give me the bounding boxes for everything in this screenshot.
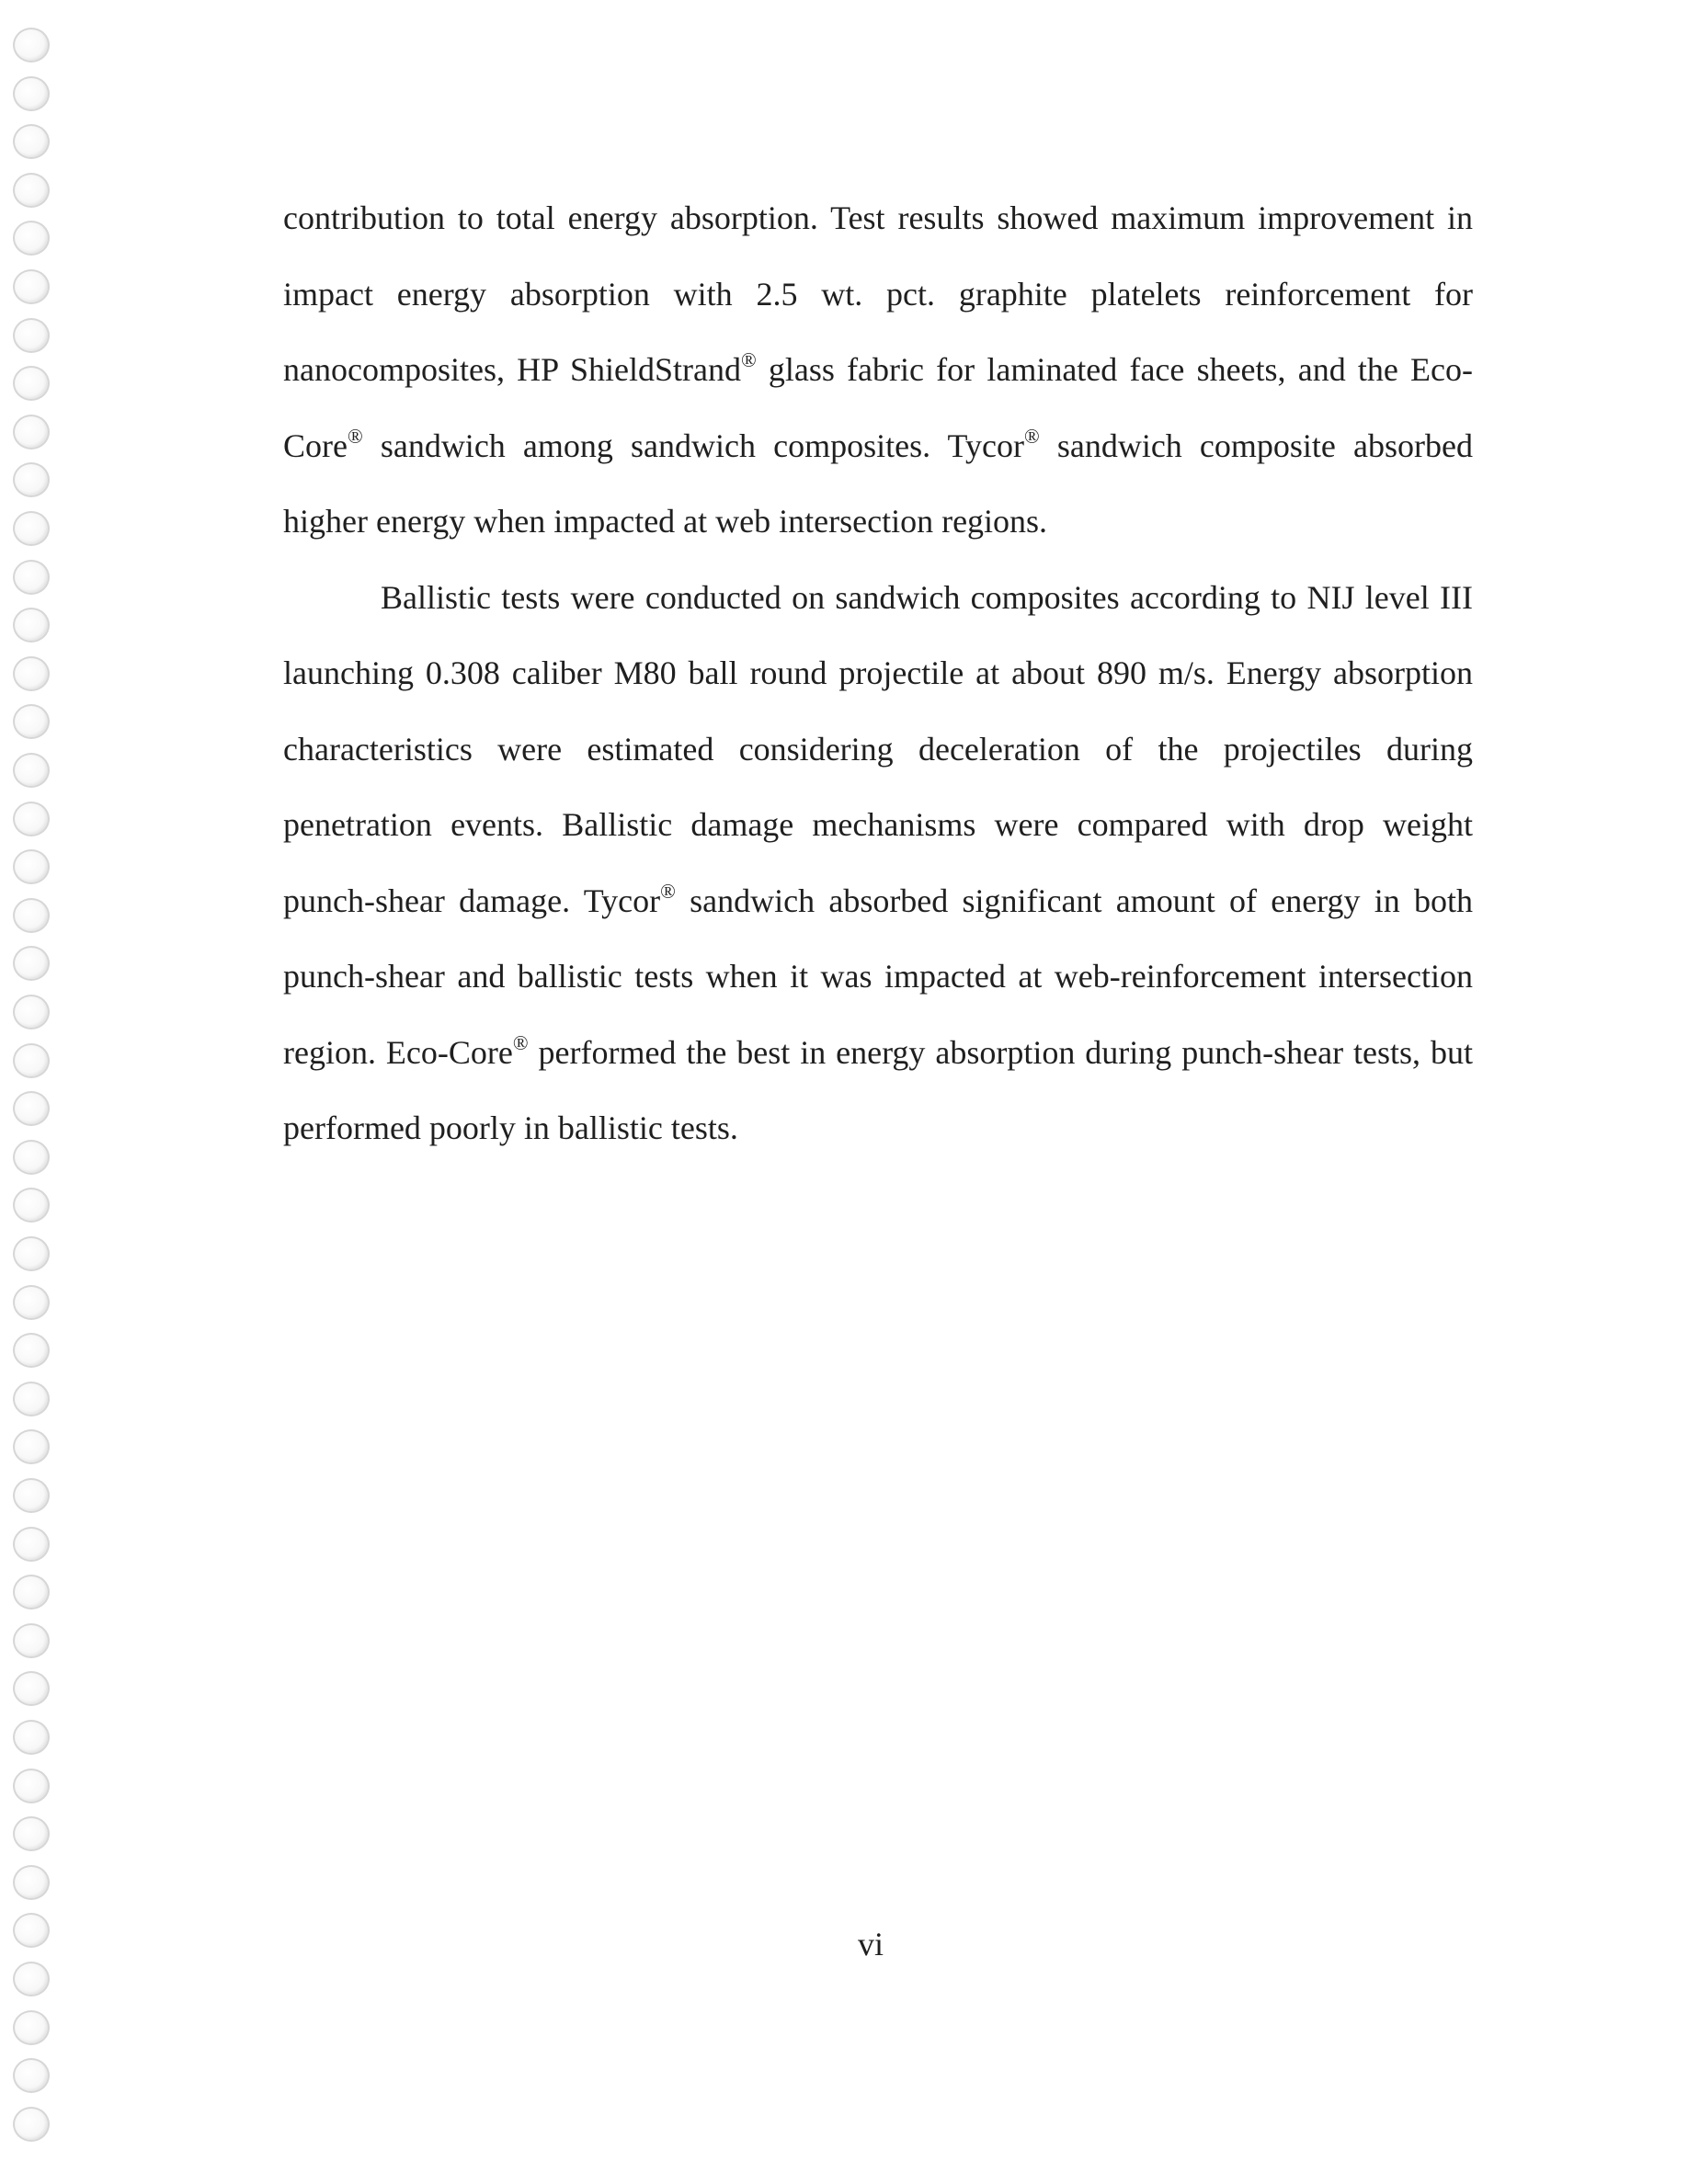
binder-hole: [13, 995, 50, 1029]
binder-hole: [13, 1865, 50, 1900]
binder-hole: [13, 1769, 50, 1803]
text-segment: contribution to total energy absorption. Test results showed maximum improvement in impact energy absorption with 2.5 wt. pct. graphite platelets reinforcement for nanocomposites, HP ShieldStrand: [283, 199, 1473, 388]
text-segment: sandwich among sandwich composites. Tycor: [362, 427, 1024, 464]
binder-hole: [13, 1382, 50, 1416]
text-segment: sandwich composite absorbed higher energy when impacted at web intersection regions.: [283, 427, 1473, 540]
binder-hole: [13, 802, 50, 836]
binder-hole: [13, 2058, 50, 2093]
binder-hole: [13, 1188, 50, 1223]
binder-hole: [13, 366, 50, 401]
binder-hole: [13, 1043, 50, 1078]
binder-hole: [13, 1478, 50, 1513]
binder-hole: [13, 462, 50, 497]
registered-mark: ®: [741, 348, 757, 371]
binder-hole: [13, 1527, 50, 1562]
binder-hole: [13, 849, 50, 884]
paragraph-1: [283, 180, 1473, 560]
binder-hole: [13, 269, 50, 304]
text-segment: sandwich absorbed significant amount of energy in both punch-shear and ballistic tests when it was impacted at web-reinforcement intersection region. Eco-Core: [283, 882, 1474, 1071]
binder-hole: [13, 753, 50, 788]
binder-hole: [13, 1671, 50, 1706]
binder-hole: [13, 1720, 50, 1755]
binder-hole: [13, 1140, 50, 1175]
binder-hole: [13, 2107, 50, 2142]
binder-hole: [13, 1962, 50, 1996]
registered-mark: ®: [1024, 424, 1040, 448]
binder-hole: [13, 1575, 50, 1610]
text-segment: glass fabric for laminated face sheets, and the Eco-Core: [283, 351, 1473, 464]
binder-holes: [13, 28, 59, 2169]
binder-hole: [13, 511, 50, 546]
registered-mark: ®: [512, 1030, 529, 1054]
binder-hole: [13, 704, 50, 739]
binder-hole: [13, 1816, 50, 1851]
binder-hole: [13, 1333, 50, 1368]
binder-hole: [13, 415, 50, 449]
binder-hole: [13, 656, 50, 691]
binder-hole: [13, 946, 50, 981]
binder-hole: [13, 124, 50, 159]
binder-hole: [13, 1429, 50, 1464]
binder-hole: [13, 560, 50, 595]
binder-hole: [13, 2010, 50, 2045]
binder-hole: [13, 173, 50, 208]
registered-mark: ®: [660, 879, 676, 903]
text-segment: Ballistic tests were conducted on sandwich composites according to NIJ level III launching 0.308 caliber M80 ball round projectile at about 890 m/s. Energy absorption characteristics were estimated considering deceleration of the projectiles during penetration events. Ballistic damage mechanisms were compared with drop weight punch-shear damage. Tycor: [283, 578, 1473, 919]
binder-hole: [13, 28, 50, 63]
binder-hole: [13, 221, 50, 256]
binder-hole: [13, 608, 50, 643]
binder-hole: [13, 1285, 50, 1320]
text-segment: performed the best in energy absorption during punch-shear tests, but performed poorly in ballistic tests.: [283, 1033, 1473, 1146]
binder-hole: [13, 1236, 50, 1271]
binder-hole: [13, 318, 50, 353]
binder-hole: [13, 898, 50, 933]
registered-mark: ®: [347, 424, 363, 448]
page-number: vi: [857, 1926, 884, 1962]
binder-hole: [13, 1091, 50, 1126]
page-body: [283, 180, 1473, 1166]
binder-hole: [13, 76, 50, 111]
paragraph-2: [283, 560, 1473, 1166]
binder-hole: [13, 1623, 50, 1658]
